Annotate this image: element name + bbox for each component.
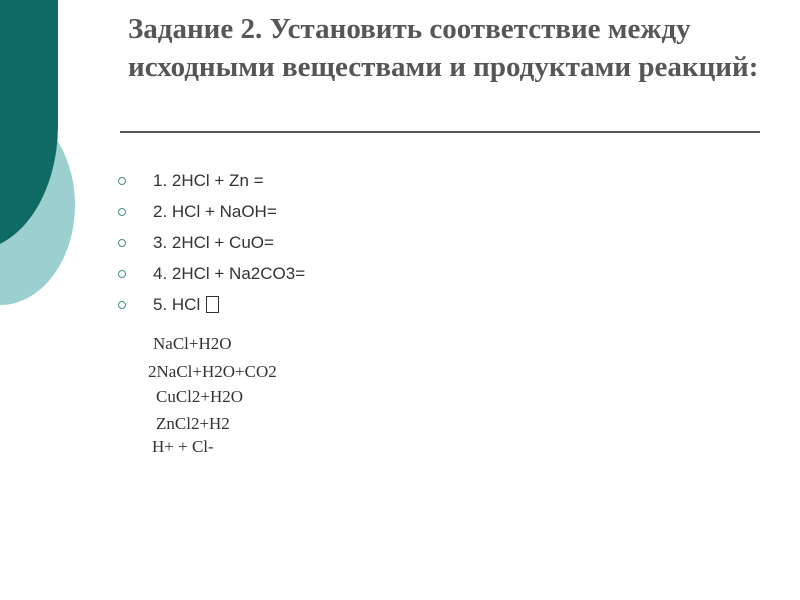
product-2: 2NaCl+H2O+CO2	[148, 362, 277, 381]
product-5: H+ + Cl-	[152, 437, 214, 456]
list-item: 4. 2HCl + Na2CO3=	[118, 258, 305, 289]
list-item: 2. HCl + NaOH=	[118, 196, 305, 227]
product-4: ZnCl2+H2	[156, 414, 230, 433]
decorative-circles	[0, 0, 120, 320]
product-3: CuCl2+H2O	[156, 387, 244, 406]
product-1: NaCl+H2O	[153, 334, 232, 353]
title-divider	[120, 131, 760, 133]
list-item: 5. HCl	[118, 289, 305, 320]
reactions-list	[118, 165, 305, 320]
circle-bullet-icon	[118, 301, 126, 309]
circle-bullet-icon	[118, 239, 126, 247]
circle-bullet-icon	[118, 177, 126, 185]
list-item: 1. 2HCl + Zn =	[118, 165, 305, 196]
missing-glyph-box-icon	[206, 296, 219, 313]
circle-bullet-icon	[118, 208, 126, 216]
list-item: 3. 2HCl + CuO=	[118, 227, 305, 258]
slide-title: Задание 2. Установить соответствие между исходными веществами и продуктами реакций:	[128, 13, 759, 83]
circle-bullet-icon	[118, 270, 126, 278]
